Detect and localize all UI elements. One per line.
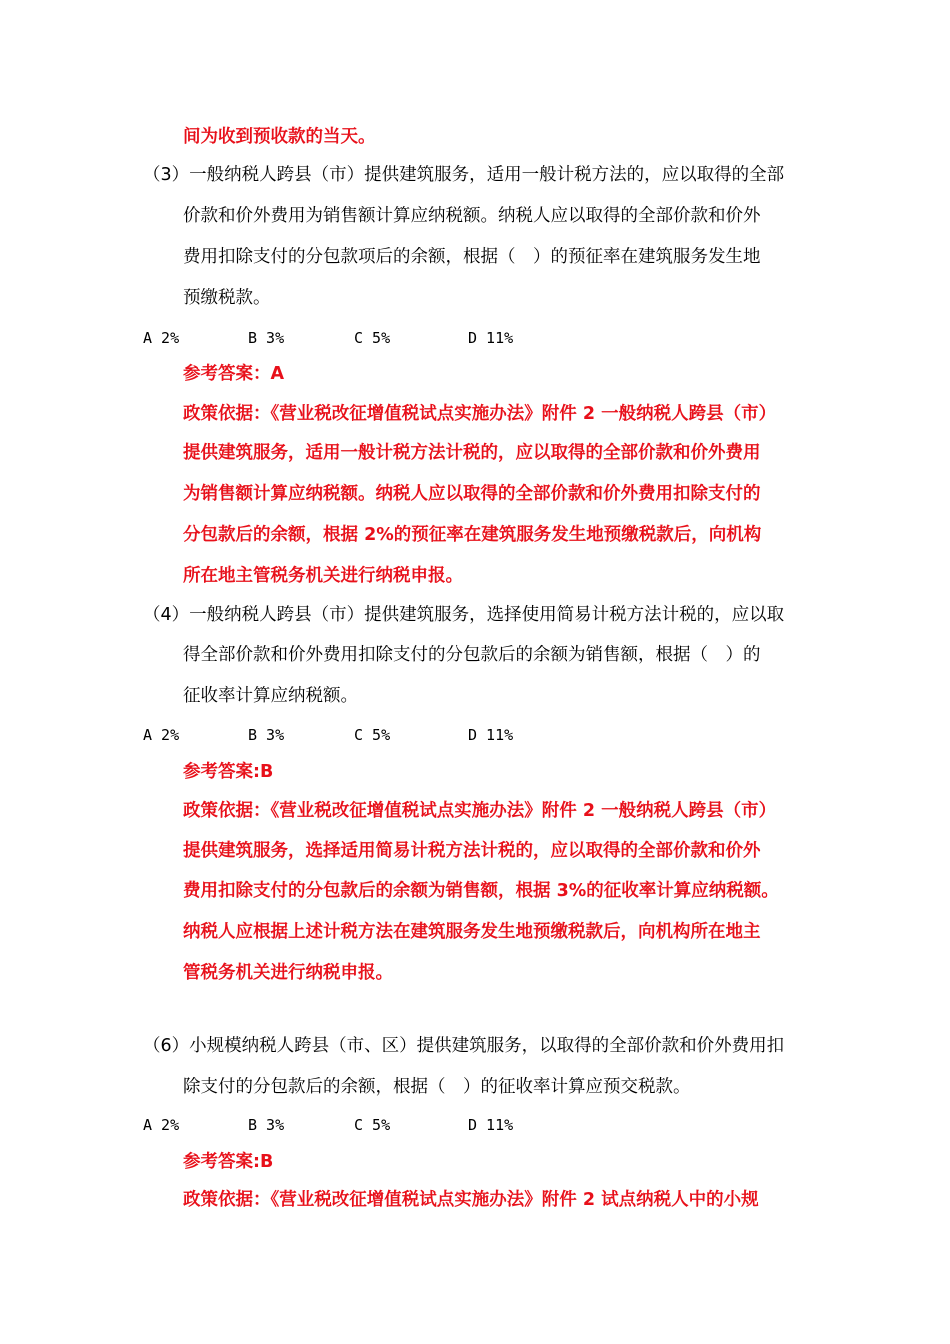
question-3-line-1: （3）一般纳税人跨县（市）提供建筑服务，适用一般计税方法的，应以取得的全部 [143,165,785,185]
option-c: C 5% [354,1116,391,1134]
question-6-basis-1: 政策依据：《营业税改征增值税试点实施办法》附件 2 试点纳税人中的小规 [183,1190,759,1210]
option-a: A 2% [143,1116,180,1134]
option-b: B 3% [248,1116,285,1134]
option-a: A 2% [143,726,180,744]
question-4-line-2: 得全部价款和价外费用扣除支付的分包款后的余额为销售额，根据（ ）的 [183,645,761,665]
answer-continuation: 间为收到预收款的当天。 [183,127,376,147]
question-4-basis-1: 政策依据：《营业税改征增值税试点实施办法》附件 2 一般纳税人跨县（市） [183,801,777,821]
question-3-line-3: 费用扣除支付的分包款项后的余额，根据（ ）的预征率在建筑服务发生地 [183,247,761,267]
option-d: D 11% [468,1116,514,1134]
question-4-line-3: 征收率计算应纳税额。 [183,686,358,706]
option-c: C 5% [354,329,391,347]
question-3-basis-5: 所在地主管税务机关进行纳税申报。 [183,566,463,586]
question-3-basis-4: 分包款后的余额，根据 2%的预征率在建筑服务发生地预缴税款后，向机构 [183,525,762,545]
question-4-basis-5: 管税务机关进行纳税申报。 [183,963,393,983]
question-3-basis-3: 为销售额计算应纳税额。纳税人应以取得的全部价款和价外费用扣除支付的 [183,484,761,504]
option-d: D 11% [468,329,514,347]
question-4-basis-2: 提供建筑服务，选择适用简易计税方法计税的，应以取得的全部价款和价外 [183,841,761,861]
question-3-basis-2: 提供建筑服务，适用一般计税方法计税的，应以取得的全部价款和价外费用 [183,443,761,463]
option-b: B 3% [248,726,285,744]
question-6-line-1: （6）小规模纳税人跨县（市、区）提供建筑服务，以取得的全部价款和价外费用扣 [143,1036,785,1056]
question-4-basis-4: 纳税人应根据上述计税方法在建筑服务发生地预缴税款后，向机构所在地主 [183,922,761,942]
option-d: D 11% [468,726,514,744]
question-3-answer: 参考答案：A [183,364,285,384]
question-3-line-2: 价款和价外费用为销售额计算应纳税额。纳税人应以取得的全部价款和价外 [183,206,761,226]
option-c: C 5% [354,726,391,744]
option-b: B 3% [248,329,285,347]
question-3-basis-1: 政策依据：《营业税改征增值税试点实施办法》附件 2 一般纳税人跨县（市） [183,404,777,424]
question-4-answer: 参考答案:B [183,762,274,782]
option-a: A 2% [143,329,180,347]
question-3-line-4: 预缴税款。 [183,288,271,308]
question-4-basis-3: 费用扣除支付的分包款后的余额为销售额，根据 3%的征收率计算应纳税额。 [183,881,779,901]
question-4-line-1: （4）一般纳税人跨县（市）提供建筑服务，选择使用简易计税方法计税的，应以取 [143,605,785,625]
question-6-line-2: 除支付的分包款后的余额，根据（ ）的征收率计算应预交税款。 [183,1077,691,1097]
question-6-answer: 参考答案:B [183,1152,274,1172]
